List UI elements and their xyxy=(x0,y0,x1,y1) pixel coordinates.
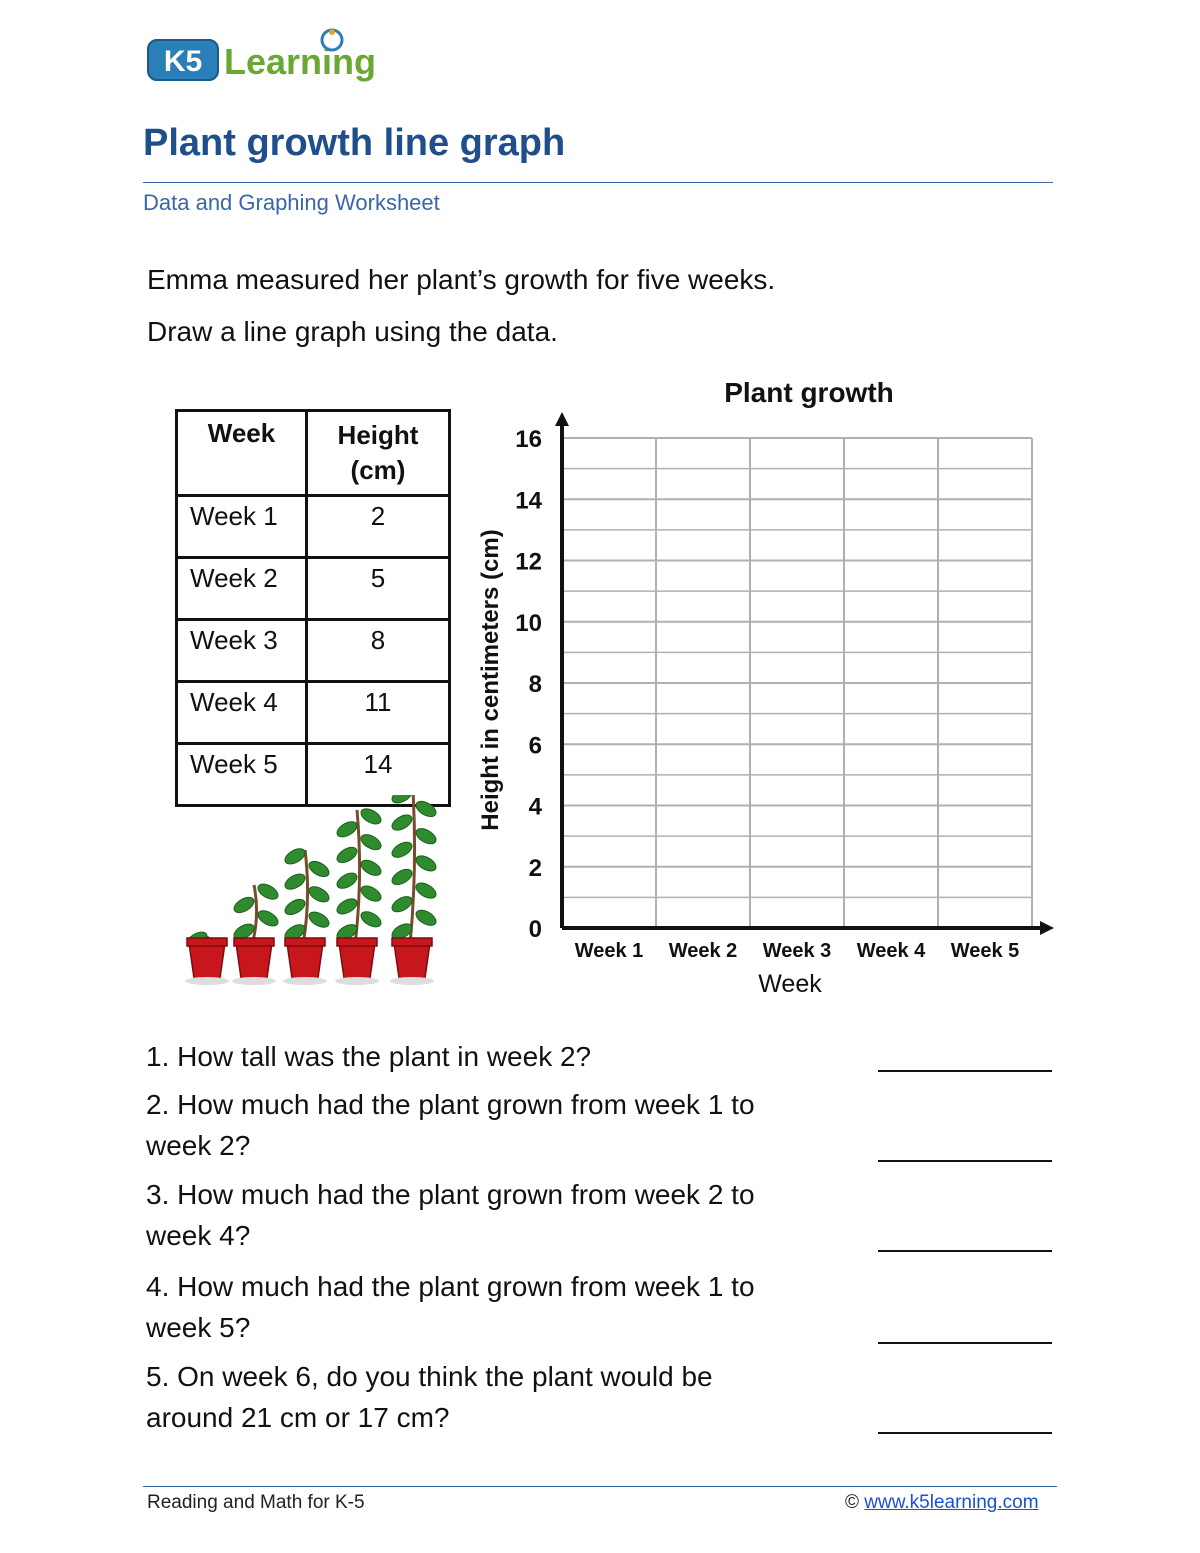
pot-shadow xyxy=(283,977,327,985)
flower-pot-rim xyxy=(337,938,377,946)
table-cell-week: Week 2 xyxy=(177,558,307,620)
leaf-icon xyxy=(358,883,383,904)
k5-learning-logo xyxy=(146,24,406,88)
y-tick-label: 4 xyxy=(528,793,542,821)
table-cell-week: Week 1 xyxy=(177,496,307,558)
table-cell-week: Week 4 xyxy=(177,682,307,744)
leaf-icon xyxy=(358,806,383,827)
svg-text:Learning: Learning xyxy=(224,41,377,82)
question-4-line2: week 5? xyxy=(146,1312,251,1343)
y-tick-label: 16 xyxy=(515,426,542,453)
y-tick-label: 6 xyxy=(528,732,542,760)
page-title: Plant growth line graph xyxy=(143,122,566,164)
title-divider xyxy=(143,182,1053,183)
leaf-icon xyxy=(389,839,414,860)
question-1 xyxy=(146,1036,591,1077)
leaf-icon xyxy=(282,846,307,867)
table-header-row xyxy=(177,411,450,496)
leaf-icon xyxy=(413,826,438,847)
question-4 xyxy=(146,1266,755,1348)
leaf-icon xyxy=(255,881,280,902)
table-cell-week: Week 3 xyxy=(177,620,307,682)
question-3 xyxy=(146,1174,755,1256)
leaf-icon xyxy=(358,831,383,852)
pot-shadow xyxy=(185,977,229,985)
x-tick-label: Week 5 xyxy=(950,940,1020,962)
flower-pot xyxy=(394,943,430,978)
svg-text:K5: K5 xyxy=(163,45,203,78)
leaf-icon xyxy=(413,880,438,901)
leaf-icon xyxy=(282,871,307,892)
chart-axes xyxy=(555,412,1054,935)
flower-pot xyxy=(339,943,375,978)
potted-plant xyxy=(231,881,280,985)
plant-stem xyxy=(252,885,257,945)
x-tick-label: Week 2 xyxy=(668,940,738,962)
potted-plant xyxy=(184,929,229,985)
question-3-line1: 3. How much had the plant grown from week 2 to xyxy=(146,1179,755,1210)
page-subtitle: Data and Graphing Worksheet xyxy=(143,190,440,215)
footer-divider xyxy=(143,1486,1057,1487)
data-table xyxy=(175,409,451,807)
pot-shadow xyxy=(335,977,379,985)
question-5 xyxy=(146,1356,713,1438)
answer-blank-2[interactable] xyxy=(878,1160,1052,1162)
x-axis-arrow-icon xyxy=(1040,921,1054,935)
line-graph xyxy=(470,370,1070,1010)
answer-blank-4[interactable] xyxy=(878,1342,1052,1344)
leaf-icon xyxy=(231,894,256,915)
flower-pot-rim xyxy=(285,938,325,946)
leaf-icon xyxy=(334,844,359,865)
leaf-icon xyxy=(389,812,414,833)
y-tick-label: 12 xyxy=(515,548,542,576)
table-row xyxy=(177,620,450,682)
question-2 xyxy=(146,1084,755,1166)
leaf-icon xyxy=(389,795,414,806)
y-tick-label: 10 xyxy=(515,609,542,637)
x-axis-label: Week xyxy=(758,970,822,998)
table-row xyxy=(177,682,450,744)
question-5-line2: around 21 cm or 17 cm? xyxy=(146,1402,450,1433)
y-axis-arrow-icon xyxy=(555,412,569,426)
leaf-icon xyxy=(334,819,359,840)
answer-blank-1[interactable] xyxy=(878,1070,1052,1072)
leaf-icon xyxy=(334,870,359,891)
flower-pot xyxy=(189,943,225,978)
leaf-icon xyxy=(413,907,438,928)
y-axis-label: Height in centimeters (cm) xyxy=(477,529,504,831)
footer-copyright xyxy=(845,1492,1039,1514)
y-tick-label: 0 xyxy=(528,916,542,943)
copyright-symbol: © xyxy=(845,1492,859,1513)
potted-plant xyxy=(334,806,383,985)
x-tick-label: Week 3 xyxy=(762,940,832,962)
x-tick-label: Week 1 xyxy=(574,940,644,962)
answer-blank-3[interactable] xyxy=(878,1250,1052,1252)
flower-pot xyxy=(236,943,272,978)
y-tick-label: 8 xyxy=(528,671,542,698)
footer-website-link[interactable]: www.k5learning.com xyxy=(864,1492,1039,1513)
pot-shadow xyxy=(390,977,434,985)
table-header-week: Week xyxy=(177,411,307,496)
flower-pot xyxy=(287,943,323,978)
question-4-line1: 4. How much had the plant grown from week 1 to xyxy=(146,1271,755,1302)
y-tick-label: 14 xyxy=(515,487,542,515)
intro-text-2: Draw a line graph using the data. xyxy=(147,316,558,347)
question-2-line1: 2. How much had the plant grown from week 1 to xyxy=(146,1089,755,1120)
intro-text-1: Emma measured her plant’s growth for five weeks. xyxy=(147,264,776,295)
table-header-height-line2: (cm) xyxy=(350,455,406,485)
potted-plant xyxy=(282,846,331,985)
leaf-icon xyxy=(306,884,331,905)
x-tick-labels xyxy=(575,940,1020,962)
leaf-icon xyxy=(413,798,438,819)
table-row xyxy=(177,496,450,558)
table-header-height-line1: Height xyxy=(337,420,419,450)
leaf-icon xyxy=(389,866,414,887)
leaf-icon xyxy=(358,909,383,930)
leaf-icon xyxy=(306,909,331,930)
pot-shadow xyxy=(232,977,276,985)
x-tick-label: Week 4 xyxy=(856,940,926,962)
question-3-line2: week 4? xyxy=(146,1220,251,1251)
leaf-icon xyxy=(389,894,414,915)
flower-pot-rim xyxy=(234,938,274,946)
chart-title: Plant growth xyxy=(724,377,894,408)
chart-grid xyxy=(562,438,1032,928)
flower-pot-rim xyxy=(187,938,227,946)
leaf-icon xyxy=(334,896,359,917)
table-row xyxy=(177,558,450,620)
table-cell-height: 8 xyxy=(307,620,450,682)
flower-pot-rim xyxy=(392,938,432,946)
table-cell-height: 2 xyxy=(307,496,450,558)
leaf-icon xyxy=(358,857,383,878)
table-cell-height: 11 xyxy=(307,682,450,744)
leaf-icon xyxy=(255,908,280,929)
leaf-icon xyxy=(306,858,331,879)
question-1-line1: 1. How tall was the plant in week 2? xyxy=(146,1041,592,1072)
table-header-height xyxy=(307,411,450,496)
question-5-line1: 5. On week 6, do you think the plant would be xyxy=(146,1361,713,1392)
potted-plant xyxy=(389,795,438,985)
growing-plants-illustration xyxy=(170,795,470,990)
table-cell-week: Week 5 xyxy=(177,744,307,806)
answer-blank-5[interactable] xyxy=(878,1432,1052,1434)
table-cell-height: 5 xyxy=(307,558,450,620)
y-tick-label: 2 xyxy=(528,854,542,882)
leaf-icon xyxy=(282,896,307,917)
leaf-icon xyxy=(413,853,438,874)
table-cell-height: 14 xyxy=(307,744,450,806)
question-2-line2: week 2? xyxy=(146,1130,251,1161)
footer-tagline: Reading and Math for K-5 xyxy=(147,1492,365,1513)
y-tick-labels xyxy=(515,426,542,943)
